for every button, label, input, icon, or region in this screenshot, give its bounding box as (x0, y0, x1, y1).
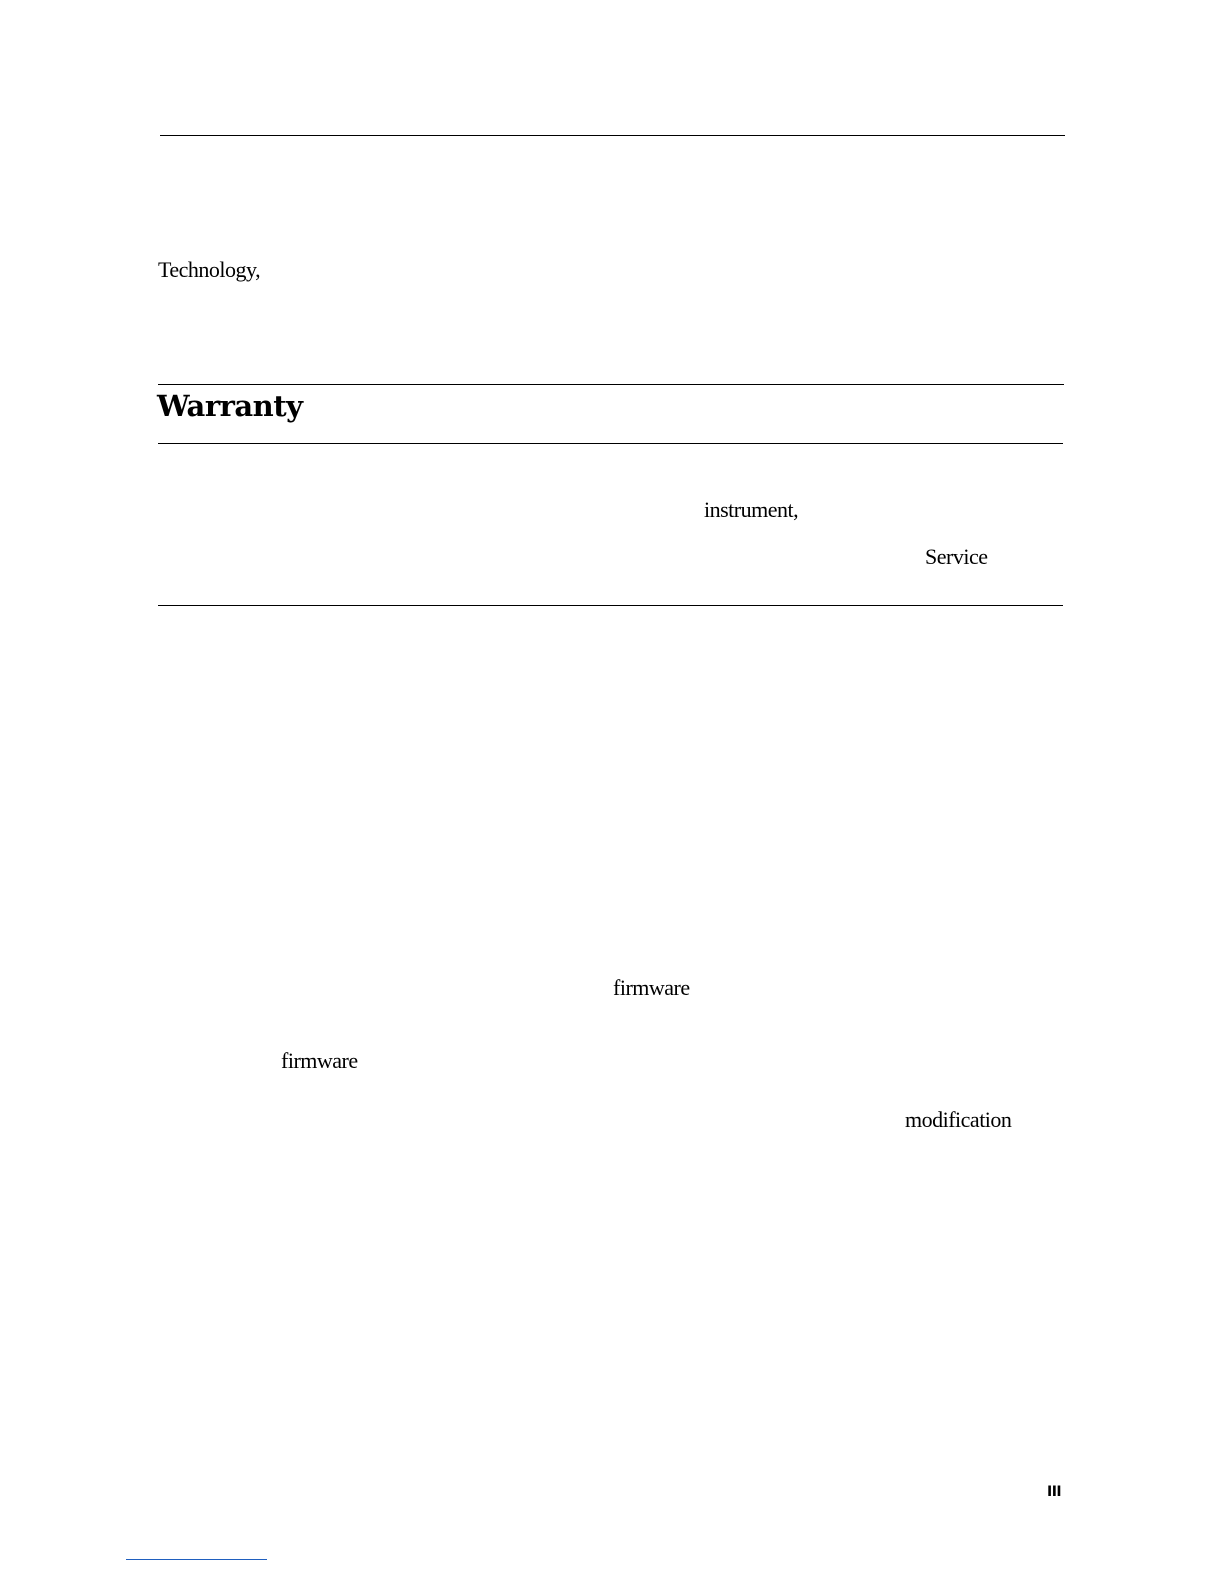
text-fragment-modification: modification (905, 1107, 1012, 1132)
warranty-section-bottom-rule (158, 605, 1063, 606)
footer-link-underline[interactable] (126, 1559, 267, 1560)
text-fragment-firmware-1: firmware (613, 975, 690, 1000)
text-fragment-service: Service (925, 544, 988, 569)
warranty-header-top-rule (158, 384, 1064, 385)
text-fragment-firmware-2: firmware (281, 1048, 358, 1073)
page-number: III (1047, 1484, 1062, 1500)
warranty-header-bottom-rule (158, 443, 1063, 444)
section-title-warranty: Warranty (157, 389, 303, 423)
top-rule (160, 135, 1065, 136)
text-fragment-instrument: instrument, (704, 497, 799, 522)
text-fragment-technology: Technology, (158, 257, 261, 282)
